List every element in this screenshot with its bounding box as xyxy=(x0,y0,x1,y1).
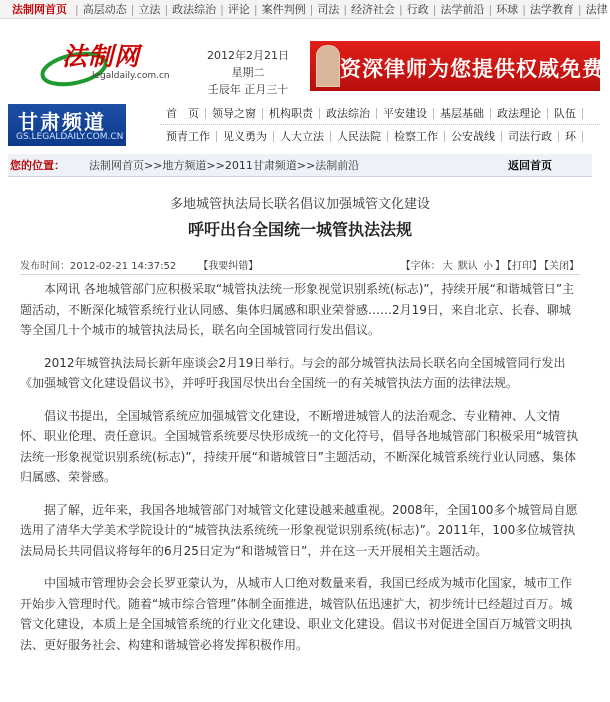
back-home-link[interactable]: 返回首页 xyxy=(508,159,552,172)
top-nav-item[interactable]: 评论 xyxy=(227,3,250,16)
channel-nav-link[interactable]: 首 页 xyxy=(160,108,206,119)
top-nav-home-link[interactable]: 法制网首页 xyxy=(12,3,67,16)
top-nav-item[interactable]: 行政 xyxy=(406,3,429,16)
site-header xyxy=(0,19,604,96)
channel-nav-link[interactable]: 司法行政 xyxy=(502,131,559,142)
top-nav-item[interactable]: 经济社会 xyxy=(351,3,396,16)
top-nav-item[interactable]: 立法 xyxy=(138,3,161,16)
channel-nav-link[interactable]: 公安战线 xyxy=(445,131,502,142)
top-nav-item[interactable]: 法律 xyxy=(585,3,608,16)
article-paragraph: 本网讯 各地城管部门应积极采取“城管执法统一形象视觉识别系统(标志)”，持续开展“和谐城管日”主题活动，不断深化城管系统行业认同感、集体归属感和职业荣誉感……2月19日，来自北京、长春、聊城等全国几十个城市的城管执法局长，联名向全国城管同行发出倡议。 xyxy=(20,282,575,337)
font-large-link[interactable]: 大 xyxy=(442,260,453,272)
breadcrumb-links[interactable]: 法制网首页>>地方频道>>2011甘肃频道>>法制前沿 xyxy=(89,159,360,172)
channel-nav-link[interactable]: 政法理论 xyxy=(491,108,548,119)
lunar-date-text: 壬辰年 正月三十 xyxy=(207,83,289,96)
channel-nav-link[interactable]: 预青工作 xyxy=(160,131,217,142)
weekday-text: 星期二 xyxy=(231,66,265,79)
channel-nav-link[interactable]: 人大立法 xyxy=(274,131,331,142)
lawyer-portrait xyxy=(316,45,340,87)
logo-text: 法制网 xyxy=(62,42,141,71)
article xyxy=(0,193,600,655)
banner-text: 资深律师为您提供权威免费 xyxy=(340,57,604,81)
font-default-link[interactable]: 默认 xyxy=(457,260,478,272)
article-paragraph: 倡议书提出，全国城管系统应加强城管文化建设，不断增进城管人的法治观念、专业精神、人文情怀、职业伦理、责任意识。全国城管系统要尽快形成统一的文化符号，倡导各地城管部门积极采用“城管执法统一形象视觉识别系统(标志)”，持续开展“和谐城管日”主题活动，不断深化城管系统行业认同感、集体归属感、荣誉感。 xyxy=(20,408,579,484)
article-paragraph: 据了解，近年来，我国各地城管部门对城管文化建设越来越重视。2008年，全国100多个城管局自愿选用了清华大学美术学院设计的“城管执法系统统一形象视觉识别系统(标志)”。2011年，100多位城管执法局局长共同倡议将每年的6月25日定为“和谐城管日”，并在这一天开展相关主题活动。 xyxy=(20,502,578,558)
channel-nav-link[interactable]: 见义勇为 xyxy=(217,131,274,142)
channel-nav-link[interactable]: 环 xyxy=(559,131,583,142)
article-title: 呼吁出台全国统一城管执法法规 xyxy=(187,220,412,239)
channel-nav-link[interactable]: 领导之窗 xyxy=(206,108,263,119)
top-nav-item[interactable]: 司法 xyxy=(317,3,340,16)
top-nav-item[interactable]: 法学前沿 xyxy=(440,3,485,16)
channel-nav-row-2 xyxy=(160,124,600,147)
font-size-label: 【字体： xyxy=(400,260,441,272)
channel-logo[interactable] xyxy=(8,104,126,146)
report-error-link[interactable]: 【我要纠错】 xyxy=(198,260,259,272)
channel-title: 甘肃频道 xyxy=(18,110,106,134)
channel-navigation xyxy=(160,102,600,147)
site-logo[interactable] xyxy=(40,33,178,91)
top-navigation: 法制网首页 | 高层动态 | 立法 | 政法综治 | 评论 | 案件判例 | 司法 | 经济社会 | 行政 | 法学前沿 | 环球 | 法学教育 | 法律 xyxy=(0,0,600,19)
top-nav-item[interactable]: 政法综治 xyxy=(172,3,217,16)
top-nav-item[interactable]: 案件判例 xyxy=(261,3,306,16)
print-link[interactable]: 【打印】 xyxy=(507,260,542,272)
channel-subtitle: GS.LEGALDAILY.COM.CN xyxy=(16,132,124,142)
breadcrumb xyxy=(8,154,592,177)
logo-url: legaldaily.com.cn xyxy=(92,71,170,81)
font-small-link[interactable]: 小 xyxy=(483,260,493,272)
article-paragraph: 2012年城管执法局长新年座谈会2月19日举行。与会的部分城管执法局长联名向全国城管同行发出《加强城管文化建设倡议书》，并呼吁我国尽快出台全国统一的有关城管执法方面的法律法规。 xyxy=(20,355,566,390)
top-nav-item[interactable]: 法学教育 xyxy=(529,3,574,16)
channel-nav-row-1 xyxy=(160,102,600,124)
top-nav-item[interactable]: 高层动态 xyxy=(82,3,127,16)
article-subtitle: 多地城管执法局长联名倡议加强城管文化建设 xyxy=(169,197,430,212)
date-text: 2012年2月21日 xyxy=(207,49,289,62)
article-paragraph: 中国城市管理协会会长罗亚蒙认为，从城市人口绝对数量来看，我国已经成为城市化国家，城市工作开始步入管理时代。随着“城市综合管理”体制全面推进，城管队伍迅速扩大，初步统计已经超过百万。城管文化建设，本质上是全国城管系统的行业文化建设、职业文化建设。倡议书对促进全国百万城管文明执法、更好服务社会、构建和谐城管必将发挥积极作用。 xyxy=(20,576,573,652)
article-meta xyxy=(20,254,580,275)
channel-nav-link[interactable]: 人民法院 xyxy=(331,131,388,142)
lawyer-ad-banner[interactable] xyxy=(310,41,604,91)
channel-nav-link[interactable]: 队伍 xyxy=(548,108,583,119)
channel-header xyxy=(0,102,600,148)
channel-nav-link[interactable]: 检察工作 xyxy=(388,131,445,142)
channel-nav-link[interactable]: 平安建设 xyxy=(377,108,434,119)
date-info xyxy=(198,47,298,98)
top-nav-item[interactable]: 环球 xyxy=(496,3,519,16)
font-size-end: 】 xyxy=(495,260,505,272)
channel-nav-link[interactable]: 政法综治 xyxy=(320,108,377,119)
location-label: 您的位置： xyxy=(10,159,65,172)
close-link[interactable]: 【关闭】 xyxy=(544,260,579,272)
publish-time: 发布时间：2012-02-21 14:37:52 xyxy=(20,260,177,272)
article-tools xyxy=(400,257,580,272)
channel-nav-link[interactable]: 基层基础 xyxy=(434,108,491,119)
channel-nav-link[interactable]: 机构职责 xyxy=(263,108,320,119)
